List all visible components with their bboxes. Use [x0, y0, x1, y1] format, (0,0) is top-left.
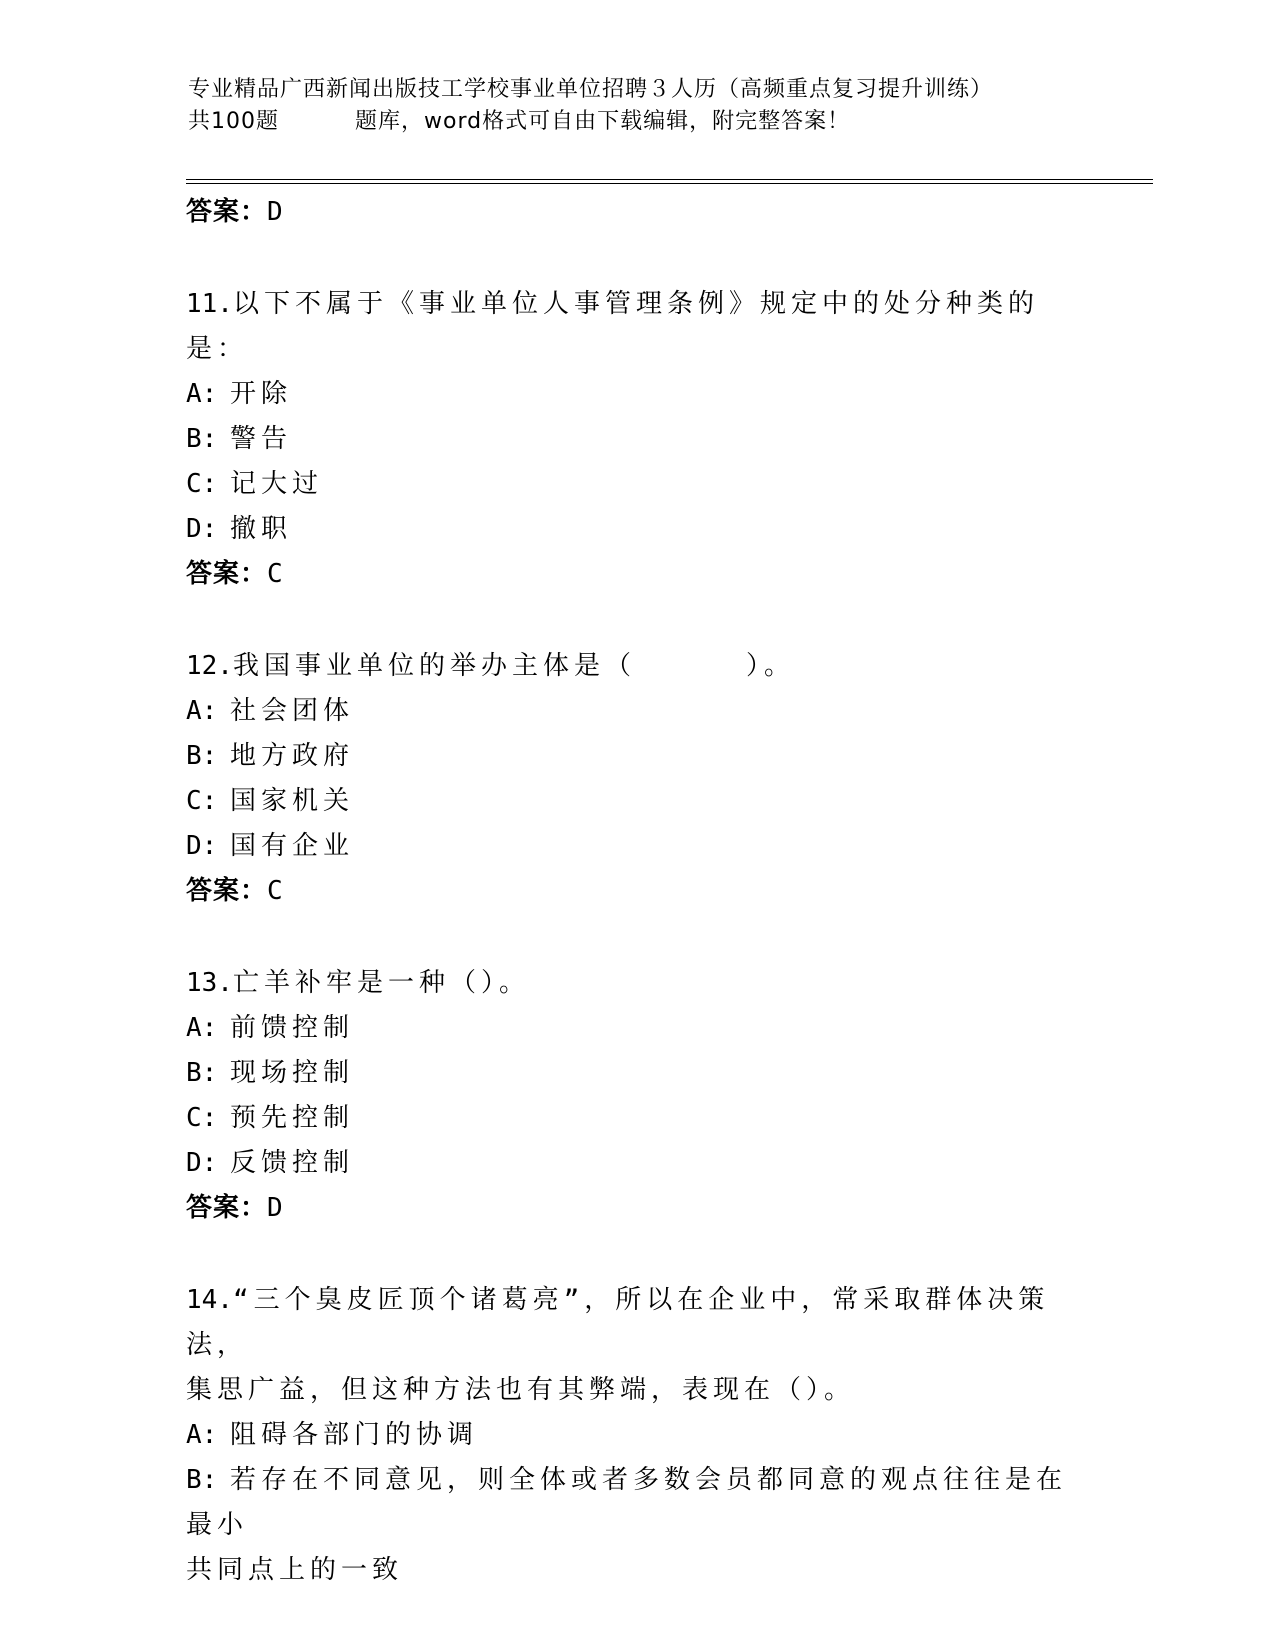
option-text: 社会团体	[230, 696, 355, 726]
question-text: 我国事业单位的举办主体是（	[232, 651, 636, 681]
option-letter: B:	[186, 741, 218, 771]
answer-label: 答案：	[186, 876, 268, 906]
question-text: “三个臭皮匠顶个诸葛亮”，所以在企业中，常采取群体决策法，	[186, 1285, 1050, 1360]
option-letter: C:	[186, 786, 218, 816]
header-subtitle-line	[188, 106, 1068, 138]
option-text: 阻碍各部门的协调	[230, 1420, 479, 1450]
option-text: 现场控制	[230, 1058, 355, 1088]
option-a	[186, 372, 1086, 417]
option-c	[186, 1096, 1086, 1141]
question-14	[186, 1278, 1086, 1593]
option-letter: A:	[186, 379, 218, 409]
header-title-line: 专业精品广西新闻出版技工学校事业单位招聘３人历（高频重点复习提升训练）	[188, 77, 994, 102]
answer-value: D	[267, 1193, 284, 1223]
option-letter: B:	[186, 424, 218, 454]
question-text: 亡羊补牢是一种（）。	[232, 968, 530, 998]
option-b	[186, 734, 1086, 779]
question-stem	[186, 961, 1086, 1006]
option-letter: A:	[186, 696, 218, 726]
header-count: 共100题	[188, 109, 279, 134]
option-text: 地方政府	[230, 741, 355, 771]
question-text-end: ）。	[745, 651, 795, 681]
answer-label: 答案：	[186, 559, 268, 589]
option-c	[186, 779, 1086, 824]
option-b	[186, 1051, 1086, 1096]
option-a	[186, 1413, 1086, 1458]
question-text: 以下不属于《事业单位人事管理条例》规定中的处分种类的是：	[186, 289, 1039, 364]
question-list	[186, 190, 1086, 1593]
option-letter: B:	[186, 1058, 218, 1088]
question-answer	[186, 869, 1086, 914]
option-d	[186, 824, 1086, 869]
answer-value: C	[267, 876, 284, 906]
question-stem-continued: 集思广益，但这种方法也有其弊端，表现在（）。	[186, 1375, 856, 1405]
answer-value: D	[267, 197, 284, 227]
question-number: 13.	[186, 968, 233, 998]
option-text: 预先控制	[230, 1103, 355, 1133]
question-11	[186, 282, 1086, 597]
option-letter: C:	[186, 469, 218, 499]
option-text: 撤职	[230, 514, 293, 544]
header-description: 题库，word格式可自由下载编辑，附完整答案！	[355, 109, 851, 134]
question-number: 11.	[186, 289, 233, 319]
option-a	[186, 689, 1086, 734]
question-13	[186, 961, 1086, 1231]
question-answer	[186, 552, 1086, 597]
option-letter: C:	[186, 1103, 218, 1133]
option-text: 前馈控制	[230, 1013, 355, 1043]
option-b-continued: 共同点上的一致	[186, 1555, 404, 1585]
option-text: 若存在不同意见，则全体或者多数会员都同意的观点往往是在最小	[186, 1465, 1068, 1540]
question-12	[186, 644, 1086, 914]
option-letter: A:	[186, 1420, 218, 1450]
header-divider-bottom	[186, 183, 1153, 184]
option-text: 警告	[230, 424, 293, 454]
header-divider-top	[186, 179, 1153, 180]
option-c	[186, 462, 1086, 507]
option-a	[186, 1006, 1086, 1051]
option-letter: B:	[186, 1465, 218, 1495]
previous-answer	[186, 190, 1086, 235]
answer-value: C	[267, 559, 284, 589]
option-letter: D:	[186, 514, 218, 544]
question-number: 14.	[186, 1285, 233, 1315]
option-letter: D:	[186, 831, 218, 861]
option-d	[186, 1141, 1086, 1186]
option-letter: A:	[186, 1013, 218, 1043]
question-stem	[186, 1278, 1086, 1368]
option-b	[186, 417, 1086, 462]
option-text: 开除	[230, 379, 293, 409]
question-answer	[186, 1186, 1086, 1231]
question-number: 12.	[186, 651, 233, 681]
option-text: 国有企业	[230, 831, 355, 861]
answer-label: 答案：	[186, 197, 268, 227]
document-header	[188, 74, 1068, 138]
option-letter: D:	[186, 1148, 218, 1178]
answer-label: 答案：	[186, 1193, 268, 1223]
option-b	[186, 1458, 1086, 1548]
option-d	[186, 507, 1086, 552]
question-stem	[186, 282, 1086, 372]
question-stem	[186, 644, 1086, 689]
option-text: 记大过	[230, 469, 324, 499]
option-text: 反馈控制	[230, 1148, 355, 1178]
option-text: 国家机关	[230, 786, 355, 816]
